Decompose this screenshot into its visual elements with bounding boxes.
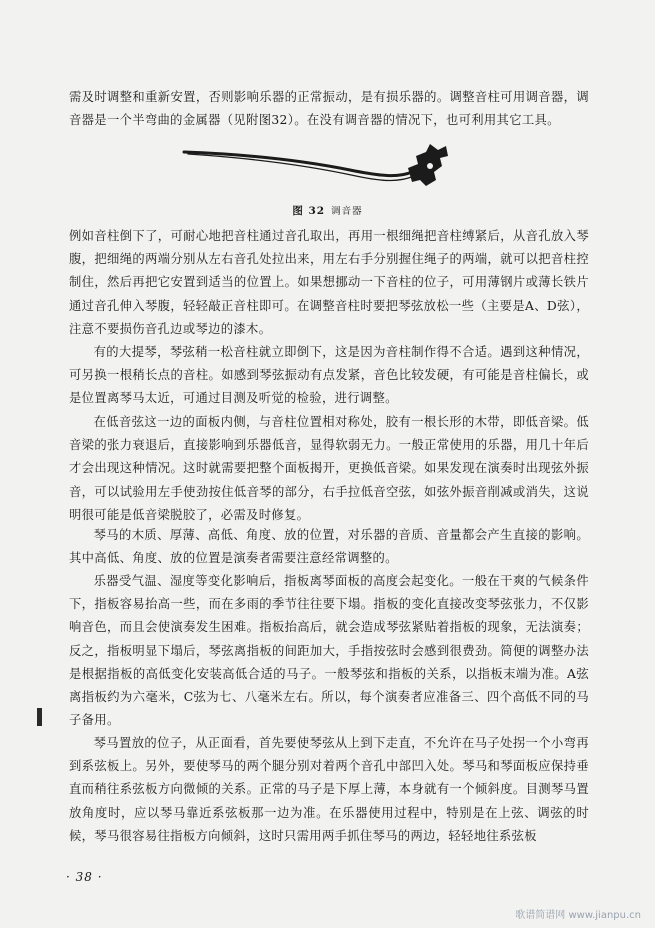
paragraph-4: 在低音弦这一边的面板内侧，与音柱位置相对称处，胶有一根长形的木带，即低音梁。低音梁的张力衰退后，直接影响到乐器低音，显得软弱无力。一般正常使用的乐器，用几十年后才会出现这种情况。这时就需要把整个面板揭开，更换低音梁。如果发现在演奏时出现弦外振音，可以试验用左手使劲按住低音琴的部分，右手拉低音空弦，如弦外振音削减或消失，这说明很可能是低音梁脱胶了，必需及时修复。 xyxy=(69,415,589,522)
site-watermark: 歌谱简谱网 www.jianpu.cn xyxy=(515,910,641,921)
paragraph-5: 琴马的木质、厚薄、高低、角度、放的位置，对乐器的音质、音量都会产生直接的影响。其中高低、角度、放的位置是演奏者需要注意经常调整的。 xyxy=(69,528,589,566)
figure-label: 图 32 xyxy=(292,205,326,217)
paragraph-1: 需及时调整和重新安置，否则影响乐器的正常振动，是有损乐器的。调整音柱可用调音器，调音器是一个半弯曲的金属器（见附图32）。在没有调音器的情况下，也可利用其它工具。 xyxy=(69,90,589,128)
margin-mark xyxy=(37,708,42,726)
page-number: · 38 · xyxy=(66,870,103,884)
paragraph-3: 有的大提琴，琴弦稍一松音柱就立即倒下，这是因为音柱制作得不合适。遇到这种情况，可另换一根稍长点的音柱。如感到琴弦振动有点发紧，音色比较发硬，有可能是音柱偏长，或是位置离琴马太近，可通过目测及听觉的检验，进行调整。 xyxy=(69,345,589,406)
paragraph-2: 例如音柱倒下了，可耐心地把音柱通过音孔取出，再用一根细绳把音柱缚紧后，从音孔放入琴腹，把细绳的两端分别从左右音孔处拉出来，用左右手分别握住绳子的两端，就可以把音柱控制住，然后再把它安置到适当的位置上。如果想挪动一下音柱的位子，可用薄钢片或薄长铁片通过音孔伸入琴腹，轻轻敲正音柱即可。在调整音柱时要把琴弦放松一些（主要是A、D弦），注意不要损伤音孔边或琴边的漆木。 xyxy=(69,229,589,336)
tuning-tool-illustration xyxy=(180,142,450,200)
paragraph-6: 乐器受气温、湿度等变化影响后，指板离琴面板的高度会起变化。一般在干爽的气候条件下，指板容易抬高一些，而在多雨的季节往往要下塌。指板的变化直接改变琴弦张力，不仅影响音色，而且会使演奏发生困难。指板抬高后，就会造成琴弦紧贴着指板的现象，无法演奏；反之，指板明显下塌后，琴弦离指板的间距加大，手指按弦时会感到很费劲。简便的调整办法是根据指板的高低变化安装高低合适的马子。一般琴弦和指板的关系，以指板末端为准。A弦离指板约为六毫米，C弦为七、八毫米左右。所以，每个演奏者应准备三、四个高低不同的马子备用。 xyxy=(69,574,589,728)
paragraph-7: 琴马置放的位子，从正面看，首先要使琴弦从上到下走直，不允许在马子处拐一个小弯再到系弦板上。另外，要使琴马的两个腿分别对着两个音孔中部凹入处。琴马和琴面板应保持垂直而稍往系弦板方向微倾的关系。正常的马子是下厚上薄，本身就有一个倾斜度。目测琴马置放角度时，应以琴马靠近系弦板那一边为准。在乐器使用过程中，特别是在上弦、调弦的时候，琴马很容易往指板方向倾斜，这时只需用两手抓住琴马的两边，轻轻地往系弦板 xyxy=(69,736,589,843)
figure-title: 调音器 xyxy=(331,206,363,217)
figure-caption xyxy=(0,203,655,218)
